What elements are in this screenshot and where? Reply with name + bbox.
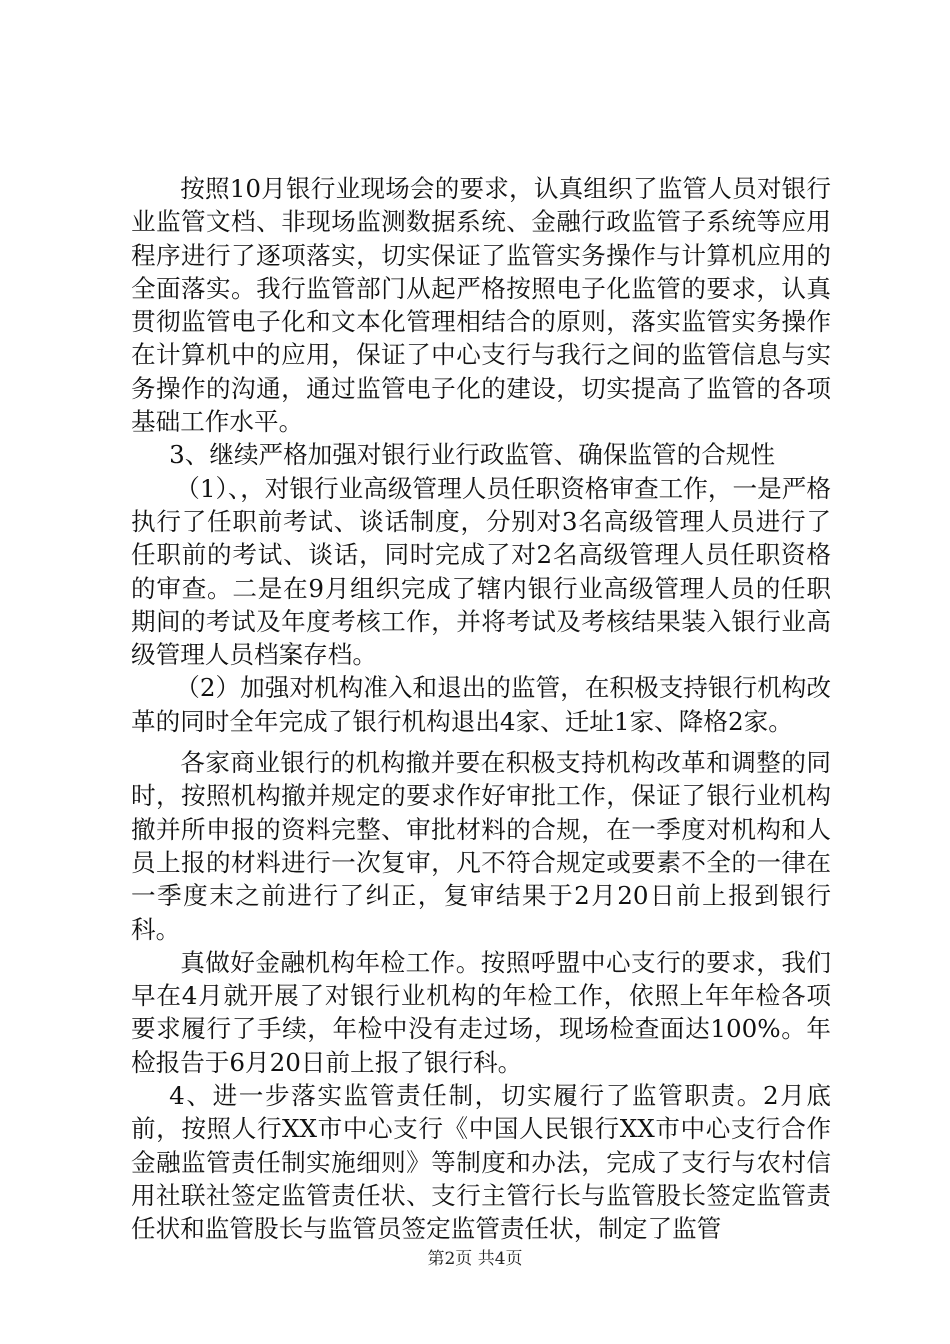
paragraph-responsibility: 4、进一步落实监管责任制，切实履行了监管职责。2月底前，按照人行XX市中心支行《中国人民银行XX市中心支行合作金融监管责任制实施细则》等制度和办法，完成了支行与农村信用社联社签定监管责任状、支行主管行长与监管股长签定监管责任状和监管股长与监管员签定监管责任状，制定了监管 xyxy=(131,1081,831,1244)
paragraph-3-2: （2）加强对机构准入和退出的监管，在积极支持银行机构改革的同时全年完成了银行机构退出4家、迁址1家、降格2家。 xyxy=(131,673,831,736)
paragraph-3-1: （1）、，对银行业高级管理人员任职资格审查工作，一是严格执行了任职前考试、谈话制度，分别对3名高级管理人员进行了任职前的考试、谈话，同时完成了对2名高级管理人员任职资格的审查。二是在9月组织完成了辖内银行业高级管理人员的任职期间的考试及年度考核工作，并将考试及考核结果装入银行业高级管理人员档案存档。 xyxy=(131,473,831,670)
page-footer: 第2页 共4页 xyxy=(427,1249,523,1269)
paragraph-1: 按照10月银行业现场会的要求，认真组织了监管人员对银行业监管文档、非现场监测数据系统、金融行政监管子系统等应用程序进行了逐项落实，切实保证了监管实务操作与计算机应用的全面落实。我行监管部门从起严格按照电子化监管的要求，认真贯彻监管电子化和文本化管理相结合的原则，落实监管实务操作在计算机中的应用，保证了中心支行与我行之间的监管信息与实务操作的沟通，通过监管电子化的建设，切实提高了监管的各项基础工作水平。 xyxy=(131,174,831,437)
paragraph-annual-inspection: 真做好金融机构年检工作。按照呼盟中心支行的要求，我们早在4月就开展了对银行业机构的年检工作，依照上年年检各项要求履行了手续，年检中没有走过场，现场检查面达100%。年检报告于6月20日前上报了银行科。 xyxy=(131,947,831,1077)
section-heading-3: 3、继续严格加强对银行业行政监管、确保监管的合规性 xyxy=(169,440,776,470)
paragraph-institution-merge: 各家商业银行的机构撤并要在积极支持机构改革和调整的同时，按照机构撤并规定的要求作好审批工作，保证了银行业机构撤并所申报的资料完整、审批材料的合规，在一季度对机构和人员上报的材料进行一次复审，凡不符合规定或要素不全的一律在一季度末之前进行了纠正，复审结果于2月20日前上报到银行科。 xyxy=(131,748,831,944)
document-body xyxy=(131,172,831,1246)
